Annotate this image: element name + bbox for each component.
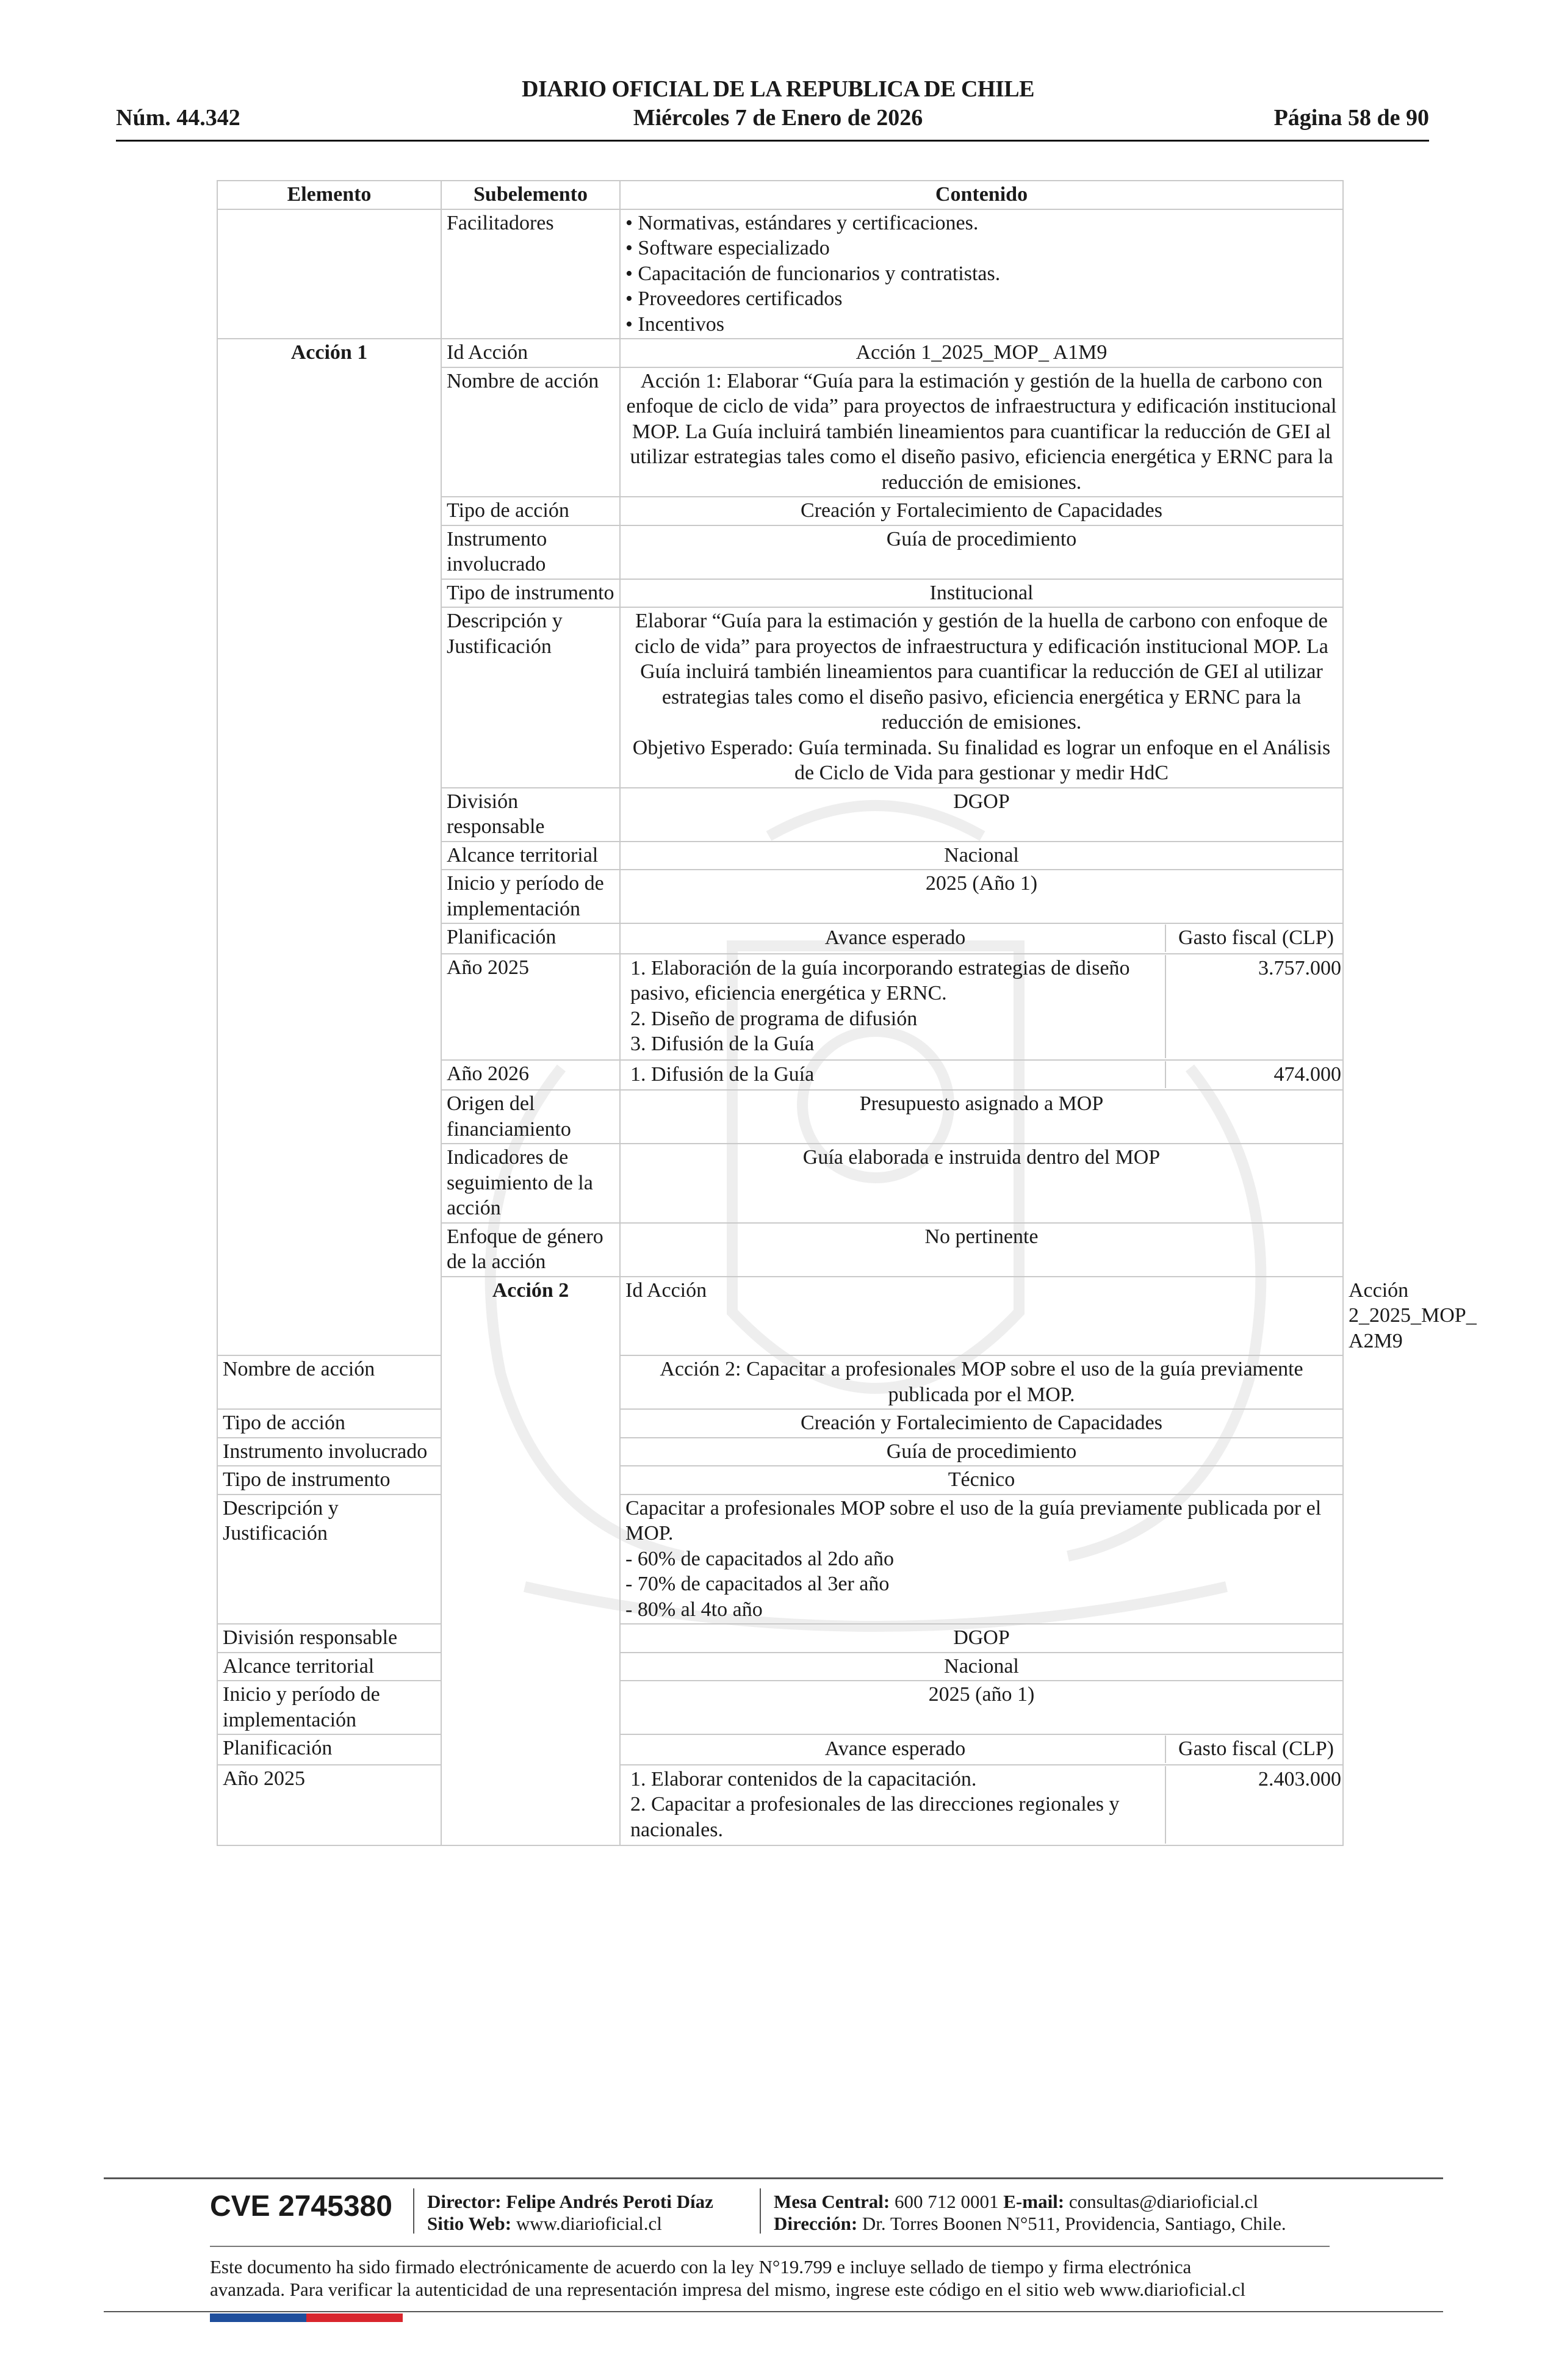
subelement-label: Instrumento involucrado: [441, 525, 620, 579]
plan-year: Año 2025: [217, 1765, 441, 1846]
action-id: Acción 1_2025_MOP_ A1M9: [620, 339, 1343, 367]
mesa-value: 600 712 0001: [895, 2191, 999, 2212]
page-number: Página 58 de 90: [1273, 105, 1429, 131]
plan-amount: 474.000: [1165, 1061, 1346, 1089]
subelement-label: Indicadores de seguimiento de la acción: [441, 1144, 620, 1223]
newspaper-title: DIARIO OFICIAL DE LA REPUBLICA DE CHILE: [522, 76, 1034, 102]
email-link[interactable]: consultas@diarioficial.cl: [1068, 2191, 1258, 2212]
plan-step: 3. Difusión de la Guía: [630, 1033, 815, 1055]
start-period: 2025 (año 1): [620, 1681, 1343, 1734]
footer-separator: [413, 2188, 414, 2234]
footer-contact-block: [774, 2191, 1286, 2235]
planning-header-row: [217, 1734, 1343, 1765]
footer-divider: [104, 2177, 1443, 2179]
plan-detail: [620, 1060, 1343, 1091]
plan-progress: [625, 1766, 1165, 1844]
legal-line: Este documento ha sido firmado electrónicamente de acuerdo con la ley N°19.799 e incluye sellado de tiempo y firma electrónica: [210, 2256, 1192, 2277]
territorial-scope: Nacional: [620, 842, 1343, 870]
subelement-label: División responsable: [217, 1624, 441, 1653]
plan-detail: [620, 954, 1343, 1060]
plan-step: 1. Elaboración de la guía incorporando estrategias de diseño pasivo, eficiencia energética y ERNC.: [630, 956, 1130, 1004]
start-period: 2025 (Año 1): [620, 870, 1343, 923]
plan-step: 1. Elaborar contenidos de la capacitación.: [630, 1767, 977, 1790]
subelement-label: Id Acción: [441, 339, 620, 367]
description: [620, 1495, 1343, 1625]
expected-progress-header: Avance esperado: [824, 1737, 966, 1760]
subelement-label: Origen del financiamiento: [441, 1090, 620, 1144]
table-row: Acción 2 Id Acción Acción 2_2025_MOP_ A2M9: [217, 1277, 1343, 1356]
element-accion-1: Acción 1: [217, 339, 441, 1355]
subelement-label: Id Acción: [620, 1277, 1343, 1356]
subelement-label: Alcance territorial: [441, 842, 620, 870]
footer-divider: [210, 2246, 1330, 2247]
legal-notice: [210, 2256, 1336, 2301]
table-row: [217, 1466, 1343, 1495]
plan-step: 2. Diseño de programa de difusión: [630, 1007, 918, 1030]
plan-amount: 3.757.000: [1165, 955, 1346, 1058]
plan-detail: [620, 1765, 1343, 1846]
subelement-label: Alcance territorial: [217, 1653, 441, 1681]
subelement-label: División responsable: [441, 788, 620, 842]
description-line: Capacitar a profesionales MOP sobre el uso de la guía previamente publicada por el MOP.: [625, 1496, 1322, 1545]
director-label: Director:: [427, 2191, 502, 2212]
description-line: - 80% al 4to año: [625, 1598, 763, 1621]
planning-header: [620, 923, 1343, 954]
list-item: • Incentivos: [625, 312, 725, 336]
instrument: Guía de procedimiento: [620, 1438, 1343, 1466]
list-item: • Proveedores certificados: [625, 287, 843, 310]
table-row: [217, 339, 1343, 367]
subelement-label: Tipo de instrumento: [441, 579, 620, 608]
table-row: [217, 1438, 1343, 1466]
division: DGOP: [620, 788, 1343, 842]
plan-step: 1. Difusión de la Guía: [630, 1062, 815, 1086]
table-header-row: [217, 181, 1343, 209]
action-name: Acción 2: Capacitar a profesionales MOP sobre el uso de la guía previamente publicada por el MOP.: [620, 1355, 1343, 1409]
flag-stripe-blue: [210, 2313, 306, 2322]
plan-year: Año 2025: [441, 954, 620, 1060]
list-item: • Normativas, estándares y certificaciones.: [625, 211, 979, 234]
element-accion-2: Acción 2: [441, 1277, 620, 1846]
subelement-label: Inicio y período de implementación: [217, 1681, 441, 1734]
planning-row: [217, 1765, 1343, 1846]
fiscal-expense-header: Gasto fiscal (CLP): [1165, 1736, 1346, 1763]
subelement-label: Tipo de acción: [441, 497, 620, 525]
description-line: - 70% de capacitados al 3er año: [625, 1573, 890, 1595]
description-text: Elaborar “Guía para la estimación y gestión de la huella de carbono con enfoque de ciclo de vida” para proyectos de infraestructura y edificación institucional MOP. La Guía incluirá también lineamientos para cuantificar la reducción de GEI al utilizar estrategias tales como el diseño pasivo, eficiencia energética y ERNC para la reducción de emisiones.: [635, 610, 1328, 734]
table-row: [217, 1355, 1343, 1409]
web-label: Sitio Web:: [427, 2213, 512, 2234]
cve-code: CVE 2745380: [210, 2190, 392, 2223]
instrument: Guía de procedimiento: [620, 525, 1343, 579]
planning-header: [620, 1734, 1343, 1765]
plan-progress: [625, 955, 1165, 1058]
subelement-label: Descripción y Justificación: [217, 1495, 441, 1625]
funding-origin: Presupuesto asignado a MOP: [620, 1090, 1343, 1144]
table-row: [217, 1495, 1343, 1625]
subelement-label: Enfoque de género de la acción: [441, 1223, 620, 1277]
mesa-label: Mesa Central:: [774, 2191, 890, 2212]
instrument-type: Técnico: [620, 1466, 1343, 1495]
list-item: • Software especializado: [625, 237, 830, 259]
action-name: Acción 1: Elaborar “Guía para la estimación y gestión de la huella de carbono con enfoque de ciclo de vida” para proyectos de infraestructura y edificación institucional MOP. La Guía incluirá también lineamientos para cuantificar la reducción de GEI al utilizar estrategias tales como el diseño pasivo, eficiencia energética y ERNC para la reducción de emisiones.: [620, 367, 1343, 497]
legal-line: avanzada. Para verificar la autenticidad de una representación impresa del mismo, ingrese este código en el sitio web www.diarioficial.cl: [210, 2279, 1246, 2300]
flag-stripe-red: [306, 2313, 403, 2322]
tracking-indicators: Guía elaborada e instruida dentro del MOP: [620, 1144, 1343, 1223]
planning-label: Planificación: [217, 1734, 441, 1765]
footer-separator: [760, 2188, 761, 2234]
territorial-scope: Nacional: [620, 1653, 1343, 1681]
table-row: [217, 1624, 1343, 1653]
email-label: E-mail:: [1003, 2191, 1065, 2212]
address-label: Dirección:: [774, 2213, 858, 2234]
subelement-label: Facilitadores: [441, 209, 620, 339]
table-row: [217, 1653, 1343, 1681]
plan-year: Año 2026: [441, 1060, 620, 1091]
header-divider: [116, 140, 1429, 142]
expected-progress-header: Avance esperado: [824, 926, 966, 949]
subelement-label: Tipo de acción: [217, 1409, 441, 1438]
table-row: [217, 1681, 1343, 1734]
issue-date: Miércoles 7 de Enero de 2026: [633, 105, 923, 131]
subelement-label: Instrumento involucrado: [217, 1438, 441, 1466]
gender-approach: No pertinente: [620, 1223, 1343, 1277]
footer-divider: [104, 2311, 1443, 2312]
subelement-label: Descripción y Justificación: [441, 607, 620, 788]
issue-number: Núm. 44.342: [116, 105, 240, 131]
plan-step: 2. Capacitar a profesionales de las direcciones regionales y nacionales.: [630, 1793, 1120, 1841]
col-header-contenido: Contenido: [620, 181, 1343, 209]
division: DGOP: [620, 1624, 1343, 1653]
table-row: [217, 1409, 1343, 1438]
element-cell: [217, 209, 441, 339]
col-header-subelemento: Subelemento: [441, 181, 620, 209]
planning-label: Planificación: [441, 923, 620, 954]
description-line: - 60% de capacitados al 2do año: [625, 1547, 894, 1570]
subelement-label: Nombre de acción: [217, 1355, 441, 1409]
list-item: • Capacitación de funcionarios y contratistas.: [625, 262, 1001, 285]
action-type: Creación y Fortalecimiento de Capacidades: [620, 1409, 1343, 1438]
plan-progress: [625, 1061, 1165, 1089]
table-row: [217, 209, 1343, 339]
fiscal-expense-header: Gasto fiscal (CLP): [1165, 925, 1346, 952]
subelement-label: Inicio y período de implementación: [441, 870, 620, 923]
subelement-label: Nombre de acción: [441, 367, 620, 497]
description: [620, 607, 1343, 788]
web-link[interactable]: www.diarioficial.cl: [516, 2213, 662, 2234]
content-cell: [620, 209, 1343, 339]
action-type: Creación y Fortalecimiento de Capacidades: [620, 497, 1343, 525]
description-objective: Objetivo Esperado: Guía terminada. Su finalidad es lograr un enfoque en el Análisis de Ciclo de Vida para gestionar y medir HdC: [632, 736, 1331, 784]
actions-table: [217, 180, 1477, 1846]
col-header-elemento: Elemento: [217, 181, 441, 209]
footer-director-block: [427, 2191, 713, 2235]
plan-amount: 2.403.000: [1165, 1766, 1346, 1844]
address-value: Dr. Torres Boonen N°511, Providencia, Santiago, Chile.: [862, 2213, 1286, 2234]
director-name: Felipe Andrés Peroti Díaz: [506, 2191, 713, 2212]
subelement-label: Tipo de instrumento: [217, 1466, 441, 1495]
instrument-type: Institucional: [620, 579, 1343, 608]
